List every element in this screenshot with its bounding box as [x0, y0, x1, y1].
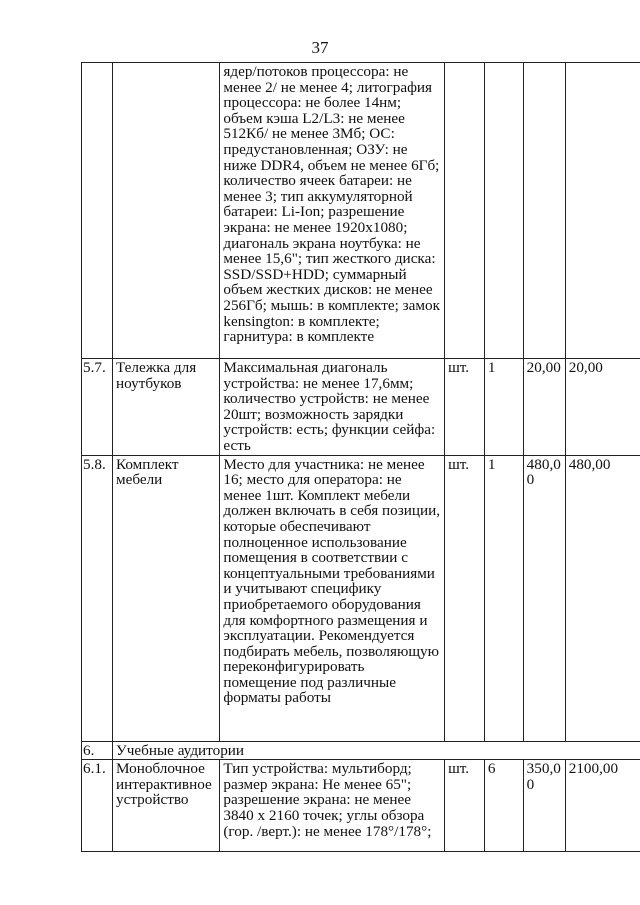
item-number: 6.1. — [82, 760, 113, 852]
item-price: 350,00 — [523, 760, 565, 852]
item-description: Место для участника: не менее 16; место для оператора: не менее 1шт. Комплект мебели должен включать в себя позиции, которые обеспечивают полноценное использование помещения в соответствии с концептуальными требованиями и учитывают специфику приобретаемого оборудования для комфортного размещения и эксплуатации. Рекомендуется подбирать мебель, позволяющую переконфигурировать помещение под различные форматы работы — [220, 455, 445, 741]
item-price — [523, 63, 565, 359]
table-row — [82, 63, 640, 359]
item-total — [565, 63, 640, 359]
section-number: 6. — [82, 741, 113, 760]
item-description: ядер/потоков процессора: не менее 2/ не менее 4; литография процессора: не более 14нм; объем кэша L2/L3: не менее 512Кб/ не менее 3Мб; ОС: предустановленная; ОЗУ: не ниже DDR4, объем не менее 6Гб; количество ячеек батареи: не менее 3; тип аккумуляторной батареи: Li-Ion; разрешение экрана: не менее 1920x1080; диагональ экрана ноутбука: не менее 15,6"; тип жесткого диска: SSD/SSD+HDD; суммарный объем жестких дисков: не менее 256Гб; мышь: в комплекте; замок kensington: в комплекте; гарнитура: в комплекте — [220, 63, 445, 359]
item-price: 20,00 — [523, 359, 565, 456]
item-name: Тележка для ноутбуков — [112, 359, 219, 456]
item-description: Тип устройства: мультиборд; размер экрана: Не менее 65"; разрешение экрана: не менее 3840 x 2160 точек; углы обзора (гор. /верт.): не менее 178°/178°; — [220, 760, 445, 852]
item-description: Максимальная диагональ устройства: не менее 17,6мм; количество устройств: не менее 20шт; возможность зарядки устройств: есть; функции сейфа: есть — [220, 359, 445, 456]
specification-table — [81, 62, 640, 852]
item-quantity: 1 — [484, 359, 523, 456]
item-quantity: 1 — [484, 455, 523, 741]
item-total: 480,00 — [565, 455, 640, 741]
section-title: Учебные аудитории — [112, 741, 640, 760]
table-row — [82, 760, 640, 852]
item-quantity — [484, 63, 523, 359]
item-number — [82, 63, 113, 359]
item-name: Моноблочное интерактивное устройство — [112, 760, 219, 852]
item-number: 5.8. — [82, 455, 113, 741]
table-row — [82, 359, 640, 456]
page-number: 37 — [311, 38, 329, 57]
item-unit: шт. — [445, 359, 485, 456]
section-row — [82, 741, 640, 760]
item-unit: шт. — [445, 455, 485, 741]
item-price: 480,00 — [523, 455, 565, 741]
table-row — [82, 455, 640, 741]
item-number: 5.7. — [82, 359, 113, 456]
item-quantity: 6 — [484, 760, 523, 852]
item-unit — [445, 63, 485, 359]
item-name — [112, 63, 219, 359]
item-total: 20,00 — [565, 359, 640, 456]
item-unit: шт. — [445, 760, 485, 852]
item-name: Комплект мебели — [112, 455, 219, 741]
item-total: 2100,00 — [565, 760, 640, 852]
